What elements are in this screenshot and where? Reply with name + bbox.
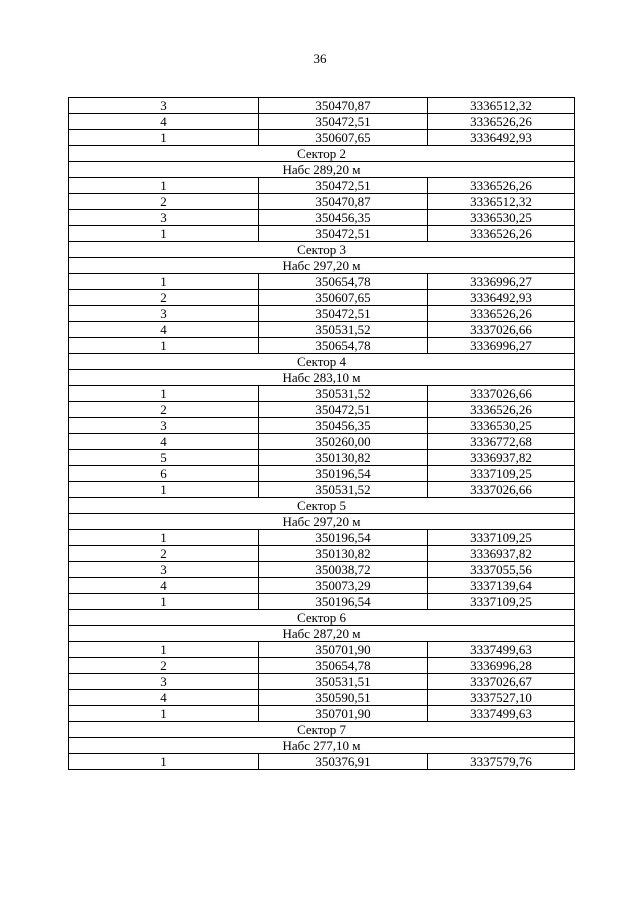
section-header-row <box>69 626 575 642</box>
y-coordinate-cell: 3337026,67 <box>428 674 575 690</box>
y-coordinate-cell: 3337109,25 <box>428 466 575 482</box>
section-header-cell: Сектор 5 <box>69 498 575 514</box>
x-coordinate-cell: 350607,65 <box>259 130 428 146</box>
table-row <box>69 306 575 322</box>
table-row <box>69 466 575 482</box>
section-header-row <box>69 146 575 162</box>
y-coordinate-cell: 3336492,93 <box>428 290 575 306</box>
y-coordinate-cell: 3336512,32 <box>428 98 575 114</box>
table-row <box>69 578 575 594</box>
point-number-cell: 6 <box>69 466 259 482</box>
section-header-cell: Сектор 3 <box>69 242 575 258</box>
table-row <box>69 562 575 578</box>
point-number-cell: 1 <box>69 754 259 770</box>
y-coordinate-cell: 3337579,76 <box>428 754 575 770</box>
section-header-cell: Сектор 6 <box>69 610 575 626</box>
section-header-cell: Набс 277,10 м <box>69 738 575 754</box>
x-coordinate-cell: 350472,51 <box>259 178 428 194</box>
y-coordinate-cell: 3336526,26 <box>428 226 575 242</box>
section-header-row <box>69 498 575 514</box>
section-header-cell: Сектор 7 <box>69 722 575 738</box>
section-header-cell: Набс 297,20 м <box>69 258 575 274</box>
table-row <box>69 658 575 674</box>
section-header-row <box>69 610 575 626</box>
point-number-cell: 3 <box>69 562 259 578</box>
table-row <box>69 418 575 434</box>
point-number-cell: 1 <box>69 482 259 498</box>
x-coordinate-cell: 350472,51 <box>259 306 428 322</box>
x-coordinate-cell: 350654,78 <box>259 338 428 354</box>
point-number-cell: 2 <box>69 290 259 306</box>
table-row <box>69 178 575 194</box>
x-coordinate-cell: 350196,54 <box>259 594 428 610</box>
x-coordinate-cell: 350654,78 <box>259 274 428 290</box>
y-coordinate-cell: 3337109,25 <box>428 594 575 610</box>
y-coordinate-cell: 3337026,66 <box>428 482 575 498</box>
table-row <box>69 450 575 466</box>
section-header-row <box>69 258 575 274</box>
table-row <box>69 482 575 498</box>
y-coordinate-cell: 3336512,32 <box>428 194 575 210</box>
x-coordinate-cell: 350038,72 <box>259 562 428 578</box>
y-coordinate-cell: 3336526,26 <box>428 114 575 130</box>
table-row <box>69 274 575 290</box>
x-coordinate-cell: 350701,90 <box>259 642 428 658</box>
table-row <box>69 754 575 770</box>
point-number-cell: 1 <box>69 338 259 354</box>
point-number-cell: 4 <box>69 114 259 130</box>
table-row <box>69 402 575 418</box>
table-row <box>69 706 575 722</box>
y-coordinate-cell: 3337499,63 <box>428 706 575 722</box>
table-row <box>69 114 575 130</box>
y-coordinate-cell: 3336530,25 <box>428 418 575 434</box>
section-header-row <box>69 370 575 386</box>
table-row <box>69 130 575 146</box>
table-row <box>69 546 575 562</box>
y-coordinate-cell: 3337499,63 <box>428 642 575 658</box>
point-number-cell: 1 <box>69 178 259 194</box>
x-coordinate-cell: 350456,35 <box>259 210 428 226</box>
y-coordinate-cell: 3337139,64 <box>428 578 575 594</box>
section-header-cell: Сектор 4 <box>69 354 575 370</box>
y-coordinate-cell: 3337026,66 <box>428 386 575 402</box>
x-coordinate-cell: 350196,54 <box>259 530 428 546</box>
point-number-cell: 3 <box>69 306 259 322</box>
y-coordinate-cell: 3337527,10 <box>428 690 575 706</box>
table-row <box>69 98 575 114</box>
x-coordinate-cell: 350376,91 <box>259 754 428 770</box>
y-coordinate-cell: 3336996,28 <box>428 658 575 674</box>
x-coordinate-cell: 350701,90 <box>259 706 428 722</box>
x-coordinate-cell: 350472,51 <box>259 402 428 418</box>
coordinates-table-body <box>69 98 575 770</box>
y-coordinate-cell: 3336526,26 <box>428 178 575 194</box>
y-coordinate-cell: 3337055,56 <box>428 562 575 578</box>
x-coordinate-cell: 350590,51 <box>259 690 428 706</box>
point-number-cell: 3 <box>69 210 259 226</box>
point-number-cell: 1 <box>69 594 259 610</box>
table-row <box>69 386 575 402</box>
section-header-cell: Набс 289,20 м <box>69 162 575 178</box>
y-coordinate-cell: 3337026,66 <box>428 322 575 338</box>
point-number-cell: 2 <box>69 402 259 418</box>
y-coordinate-cell: 3336996,27 <box>428 338 575 354</box>
x-coordinate-cell: 350472,51 <box>259 114 428 130</box>
table-row <box>69 594 575 610</box>
x-coordinate-cell: 350456,35 <box>259 418 428 434</box>
point-number-cell: 4 <box>69 434 259 450</box>
x-coordinate-cell: 350196,54 <box>259 466 428 482</box>
x-coordinate-cell: 350130,82 <box>259 450 428 466</box>
coordinates-table <box>68 97 575 770</box>
x-coordinate-cell: 350654,78 <box>259 658 428 674</box>
y-coordinate-cell: 3336530,25 <box>428 210 575 226</box>
y-coordinate-cell: 3336526,26 <box>428 306 575 322</box>
table-row <box>69 290 575 306</box>
point-number-cell: 3 <box>69 98 259 114</box>
x-coordinate-cell: 350470,87 <box>259 194 428 210</box>
table-row <box>69 226 575 242</box>
table-row <box>69 210 575 226</box>
point-number-cell: 4 <box>69 690 259 706</box>
point-number-cell: 1 <box>69 706 259 722</box>
table-row <box>69 674 575 690</box>
point-number-cell: 1 <box>69 226 259 242</box>
table-row <box>69 338 575 354</box>
y-coordinate-cell: 3337109,25 <box>428 530 575 546</box>
point-number-cell: 1 <box>69 386 259 402</box>
point-number-cell: 2 <box>69 194 259 210</box>
section-header-cell: Набс 283,10 м <box>69 370 575 386</box>
x-coordinate-cell: 350607,65 <box>259 290 428 306</box>
table-row <box>69 530 575 546</box>
x-coordinate-cell: 350531,51 <box>259 674 428 690</box>
point-number-cell: 1 <box>69 274 259 290</box>
section-header-cell: Сектор 2 <box>69 146 575 162</box>
x-coordinate-cell: 350130,82 <box>259 546 428 562</box>
point-number-cell: 1 <box>69 530 259 546</box>
x-coordinate-cell: 350531,52 <box>259 482 428 498</box>
point-number-cell: 2 <box>69 658 259 674</box>
section-header-cell: Набс 297,20 м <box>69 514 575 530</box>
section-header-row <box>69 722 575 738</box>
y-coordinate-cell: 3336492,93 <box>428 130 575 146</box>
section-header-row <box>69 242 575 258</box>
point-number-cell: 2 <box>69 546 259 562</box>
x-coordinate-cell: 350470,87 <box>259 98 428 114</box>
x-coordinate-cell: 350531,52 <box>259 322 428 338</box>
section-header-row <box>69 354 575 370</box>
point-number-cell: 4 <box>69 578 259 594</box>
y-coordinate-cell: 3336937,82 <box>428 450 575 466</box>
page-number: 36 <box>313 51 327 66</box>
point-number-cell: 3 <box>69 674 259 690</box>
point-number-cell: 1 <box>69 642 259 658</box>
point-number-cell: 1 <box>69 130 259 146</box>
section-header-row <box>69 738 575 754</box>
y-coordinate-cell: 3336526,26 <box>428 402 575 418</box>
x-coordinate-cell: 350472,51 <box>259 226 428 242</box>
y-coordinate-cell: 3336937,82 <box>428 546 575 562</box>
point-number-cell: 4 <box>69 322 259 338</box>
point-number-cell: 5 <box>69 450 259 466</box>
x-coordinate-cell: 350073,29 <box>259 578 428 594</box>
x-coordinate-cell: 350531,52 <box>259 386 428 402</box>
section-header-row <box>69 162 575 178</box>
section-header-cell: Набс 287,20 м <box>69 626 575 642</box>
table-row <box>69 322 575 338</box>
table-row <box>69 690 575 706</box>
table-row <box>69 434 575 450</box>
point-number-cell: 3 <box>69 418 259 434</box>
table-row <box>69 642 575 658</box>
table-row <box>69 194 575 210</box>
x-coordinate-cell: 350260,00 <box>259 434 428 450</box>
y-coordinate-cell: 3336996,27 <box>428 274 575 290</box>
y-coordinate-cell: 3336772,68 <box>428 434 575 450</box>
section-header-row <box>69 514 575 530</box>
